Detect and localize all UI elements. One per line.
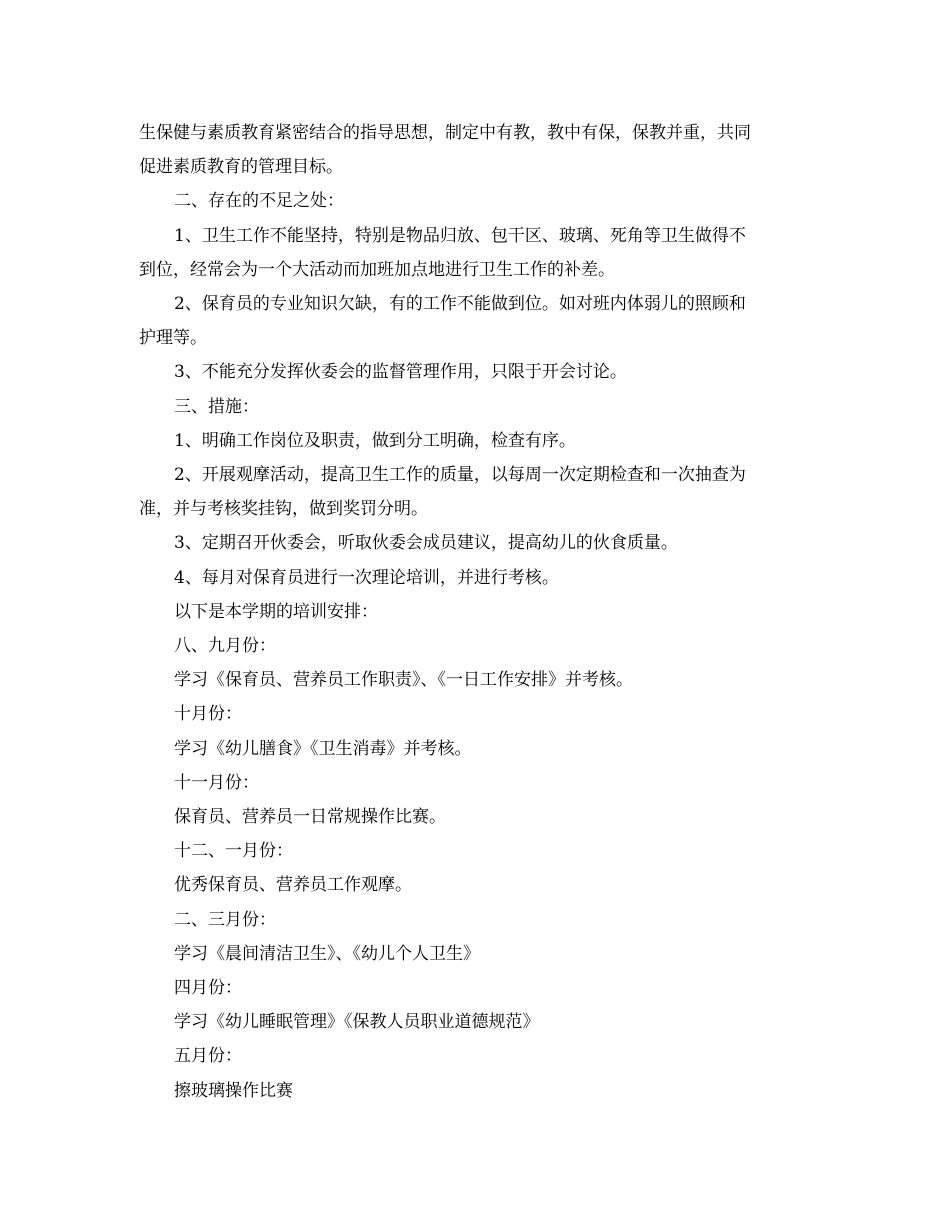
training-month-heading: 十一月份： xyxy=(174,772,259,793)
shortcoming-item-3: 3、不能充分发挥伙委会的监督管理作用，只限于开会讨论。 xyxy=(174,362,627,383)
shortcoming-item-2: 2、保育员的专业知识欠缺，有的工作不能做到位。如对班内体弱儿的照顾和 xyxy=(174,294,746,315)
section-heading-shortcomings: 二、存在的不足之处： xyxy=(174,191,344,212)
training-month-heading: 十二、一月份： xyxy=(174,841,293,862)
measure-item-2: 2、开展观摩活动，提高卫生工作的质量，以每周一次定期检查和一次抽查为 xyxy=(174,465,746,486)
document-body xyxy=(139,116,819,1108)
measure-item-1: 1、明确工作岗位及职责，做到分工明确，检查有序。 xyxy=(174,430,576,451)
training-month-heading: 十月份： xyxy=(174,704,242,725)
training-month-content: 学习《幼儿睡眠管理》《保教人员职业道德规范》 xyxy=(174,1012,540,1033)
training-month-heading: 五月份： xyxy=(174,1046,242,1067)
training-intro: 以下是本学期的培训安排： xyxy=(174,601,378,622)
body-line-continuation: 促进素质教育的管理目标。 xyxy=(139,157,343,178)
measure-item-3: 3、定期召开伙委会，听取伙委会成员建议，提高幼儿的伙食质量。 xyxy=(174,533,678,554)
training-month-content: 优秀保育员、营养员工作观摩。 xyxy=(174,875,412,896)
measure-item-2-cont: 准，并与考核奖挂钩，做到奖罚分明。 xyxy=(139,499,428,520)
training-month-content: 擦玻璃操作比赛 xyxy=(174,1080,293,1101)
training-month-content: 学习《保育员、营养员工作职责》、《一日工作安排》并考核。 xyxy=(174,670,633,691)
training-month-heading: 四月份： xyxy=(174,978,242,999)
shortcoming-item-1: 1、卫生工作不能坚持，特别是物品归放、包干区、玻璃、死角等卫生做得不 xyxy=(174,225,746,246)
training-month-content: 保育员、营养员一日常规操作比赛。 xyxy=(174,807,446,828)
training-month-content: 学习《晨间清洁卫生》、《幼儿个人卫生》 xyxy=(174,943,480,964)
training-month-heading: 八、九月份： xyxy=(174,636,276,657)
shortcoming-item-2-cont: 护理等。 xyxy=(139,328,207,349)
training-month-content: 学习《幼儿膳食》《卫生消毒》并考核。 xyxy=(174,738,472,759)
shortcoming-item-1-cont: 到位，经常会为一个大活动而加班加点地进行卫生工作的补差。 xyxy=(139,259,615,280)
section-heading-measures: 三、措施： xyxy=(174,396,259,417)
training-month-heading: 二、三月份： xyxy=(174,909,276,930)
body-line-continuation: 生保健与素质教育紧密结合的指导思想，制定中有教，教中有保，保教并重，共同 xyxy=(139,123,751,143)
measure-item-4: 4、每月对保育员进行一次理论培训，并进行考核。 xyxy=(174,567,559,588)
